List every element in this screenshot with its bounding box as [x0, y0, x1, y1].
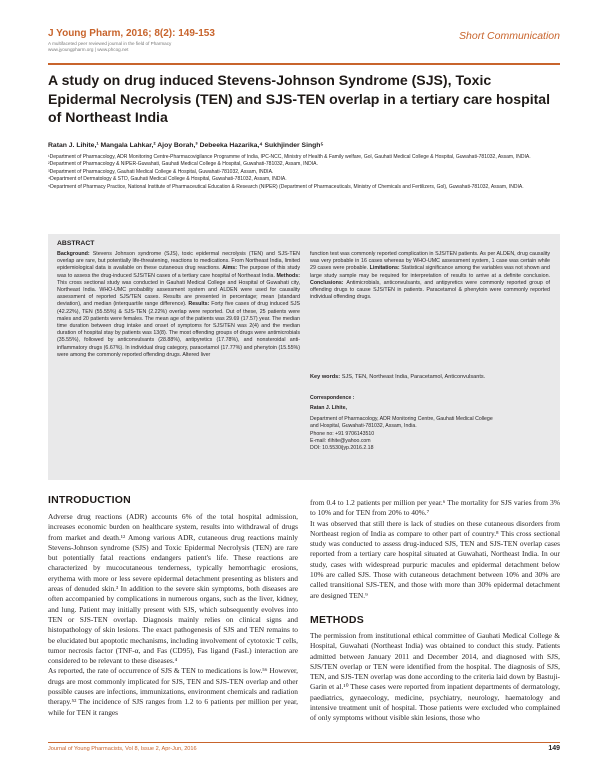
author-list: Ratan J. Lihite,¹ Mangala Lahkar,² Ajoy Borah,³ Debeeka Hazarika,⁴ Sukhjinder Singh⁵ — [48, 142, 324, 149]
introduction-left-column — [48, 512, 298, 718]
introduction-right-column — [310, 498, 560, 601]
correspondence-name: Ratan J. Lihite, — [310, 405, 347, 412]
methods-column — [310, 631, 560, 724]
results-text: Forty five cases of drug induced SJS (42.22%), TEN (55.55%) & SJS-TEN (2.22%) overlap were reported. Out of these, 25 patients were males and 20 patients were females. The mean age of the patients was 29.69 (17.57) year. The median time duration between drug intake and onset of symptoms for SJS/TEN was 2(4) and the median duration of hospital stay by patients was 13(8). The most offending groups of drugs were antimicrobials (35.55%), followed by anticonvulsants (28.88%), antipyretics (17.78%), and nonsteroidal anti-inflammatory drugs (6.67%). In individual drug category, paracetamol (17.77%) and phenytoin (15.55%) were among the commonly reported offending drugs. Altered liver — [57, 301, 300, 358]
header-rule — [48, 63, 560, 65]
journal-citation: J Young Pharm, 2016; 8(2): 149-153 — [48, 28, 215, 39]
journal-tagline: A multifaceted peer reviewed journal in the field of Pharmacy — [48, 41, 172, 46]
limitations-text: Statistical significance among the variables was not shown and large study sample may be required for interpretation of results to arrive at a definite conclusion. — [310, 265, 550, 279]
article-type: Short Communication — [459, 30, 560, 42]
correspondence-address-1: Department of Pharmacology, ADR Monitoring Centre, Gauhati Medical College — [310, 415, 493, 422]
intro-paragraph-1: Adverse drug reactions (ADR) accounts 6% of the total hospital admission, increases economic burden on healthcare system, results into withdrawal of drugs from market and death.¹² Among various ADR, cutaneous drug reactions mainly Stevens-Johnson syndrome (SJS) and Toxic Epidermal Necrolysis (TEN) are rare but potentially fatal reactions endangers patient's life. These reactions are characterized by mucocutaneous tenderness, typically hemorrhagic erosions, erythema with more or less severe epidermal detachment presenting as blisters and areas of denuded skin.³ In addition to the severe skin symptoms, both diseases are often accompanied by complications in numerous organs, such as the liver, kidney, and lung. Patient may initially present with SJS, which subsequently evolves into TEN or SJS-TEN overlap. Diagnosis mainly relies on clinical signs and histopathology of skin lesions. The exact pathogenesis of SJS and TEN remains to be elucidated but apoptotic mechanisms, including involvement of cytotoxic T cells, tumor necrosis factor (TNF-α, and Fas (CD95), Fas ligand (FasL) interaction are considered to be relevant to these diseases.⁴ — [48, 512, 298, 666]
correspondence-address-2: and Hospital, Guwahati-781032, Assam, India. — [310, 423, 417, 430]
conclusions-text: Antimicrobials, anticonvulsants, and antipyretics were commonly reported group of offending drugs to cause SJS/TEN in patients. Paracetamol & phenytoin were commonly reported individual offending drugs. — [310, 279, 550, 301]
affiliation-3: ³Department of Pharmacology, Gauhati Medical College & Hospital, Guwahati-781032, Assam, INDIA. — [48, 168, 274, 175]
aims-label: Aims: — [222, 265, 239, 272]
affiliation-4: ⁴Department of Dermatology & STD, Gauhati Medical College & Hospital, Guwahati-781032, Assam, INDIA. — [48, 176, 287, 183]
page-number: 149 — [548, 745, 560, 752]
methods-label: Methods: — [276, 272, 300, 279]
background-label: Background: — [57, 251, 93, 257]
methods-heading: METHODS — [310, 614, 364, 626]
abstract-right-column — [310, 251, 550, 301]
correspondence-email[interactable]: E-mail: rlihite@yahoo.com — [310, 438, 371, 445]
conclusions-label: Conclusions: — [310, 279, 347, 286]
keywords — [310, 374, 550, 380]
intro-paragraph-4: It was observed that still there is lack of studies on these cutaneous disorders from Northeast region of India as compare to other part of country.⁸ This cross sectional study was conducted to assess drug-induced SJS, TEN and SJS-TEN overlap cases reported from a tertiary care hospital situated at Guwahati, Northeast India. In our study, cases with widespread purpuric macules and epidermal detachment below 10% are called SJS. Those with cutaneous detachment between 10% and 30% are called transitional SJS-TEN, and those with more than 30% epidermal detachment are designed TEN.⁹ — [310, 518, 560, 600]
affiliation-5: ⁵Department of Pharmacy Practice, National Institute of Pharmaceutical Education & Research (NIPER) (Department of Pharmaceuticals, Ministry of Chemicals and Fertilizers, Gol), Guwahati-781032, Assam, INDIA. — [48, 183, 524, 190]
aims-text: The purpose of this study was to assess the drug-induced SJS/TEN cases of a tertiary care hospital of Northeast India. — [57, 265, 300, 279]
footer-rule — [48, 742, 560, 743]
methods-paragraph: The permission from institutional ethical committee of Gauhati Medical College & Hospital, Guwahati (Northeast India) was obtained to conduct this study. Patients admitted between January 2011 and December 2014, and diagnosed with SJS, SJS/TEN overlap or TEN were identified from the hospital. The diagnosis of SJS, TEN, and SJS-TEN overlap was done according to the criteria laid down by Bastuji-Garin et al.¹⁰ These cases were reported from inpatient departments of dermatology, paediatrics, gynaecology, medicine, psychiatry, neurology, haematology and intensive treatment unit of hospital. Those patients were excluded who complained of only symptoms without visible skin lesions, those who — [310, 631, 560, 723]
introduction-heading: INTRODUCTION — [48, 494, 131, 506]
journal-website[interactable]: www.jyoungpharm.org | www.phcog.net — [48, 47, 129, 52]
affiliation-list — [48, 154, 560, 191]
correspondence-phone: Phone no: +91 9706143510 — [310, 430, 375, 437]
journal-subline — [48, 41, 560, 53]
abstract-left-column — [57, 251, 300, 359]
keywords-text: SJS, TEN, Northeast India, Paracetamol, Anticonvulsants. — [341, 374, 486, 380]
correspondence-heading: Correspondence : — [310, 395, 355, 401]
affiliation-1: ¹Department of Pharmacology, ADR Monitoring Centre-Pharmacovigilance Programme of India, IPC-NCC, Ministry of Health & Family welfare, Gol, Gauhati Medical College & Hospital, Guwahati-781032, Assam, INDIA. — [48, 154, 531, 160]
affiliation-2: ²Department of Pharmacology & NIPER-Guwahati, Gauhati Medical College & Hospital, Guwahati-781032, Assam, INDIA. — [48, 161, 318, 168]
footer-journal: Journal of Young Pharmacists, Vol 8, Issue 2, Apr-Jun, 2016 — [48, 746, 197, 752]
correspondence-doi[interactable]: DOI: 10.5530/jyp.2016.2.18 — [310, 445, 374, 452]
keywords-label: Key words: — [310, 374, 342, 380]
results-continued-text: function test was commonly reported complication in SJS/TEN patients. As per ALDEN, drug causality was very probable in 16 cases whereas by WHO-UMC assessment system, 1 case was certain while 29 cases were probable. — [310, 251, 550, 272]
intro-paragraph-2: As reported, the rate of occurrence of SJS & TEN to medications is low.⁵⁶ However, drugs are most commonly implicated for SJS, TEN and SJS-TEN overlap and other possible causes are infections, immunizations, environment chemicals and radiation therapy.⁵² The incidence of SJS ranges from 1.2 to 6 patients per million per year, while for TEN it ranges — [48, 666, 298, 717]
intro-paragraph-3: from 0.4 to 1.2 patients per million per year.⁶ The mortality for SJS varies from 3% to 10% and for TEN from 20% to 40%.⁷ — [310, 498, 560, 518]
background-text: Stevens Johnson syndrome (SJS), toxic epidermal necrolysis (TEN) and SJS-TEN overlap are rare, but potentially life-threatening, reactions to medications. From Northeast India, limited epidemiological data is available on these cutaneous drug reactions. — [57, 251, 300, 272]
abstract-heading: ABSTRACT — [57, 240, 95, 247]
article-title: A study on drug induced Stevens-Johnson Syndrome (SJS), Toxic Epidermal Necrolysis (TEN) and SJS-TEN overlap in a tertiary care hospital of Northeast India — [48, 72, 551, 125]
results-label: Results: — [188, 301, 212, 308]
journal-header — [48, 28, 560, 62]
correspondence-block — [310, 395, 550, 453]
limitations-label: Limitations: — [369, 265, 402, 272]
methods-text: This cross sectional study was conducted in Gauhati Medical College and Hospital of Guwahati city, Northeast India. WHO-UMC probability assessment system and ALDEN were used for causality assessment of reported SJS/TEN cases. Results are presented in percentage; mean (standard deviation), and median (interquartile range difference). — [57, 279, 300, 308]
